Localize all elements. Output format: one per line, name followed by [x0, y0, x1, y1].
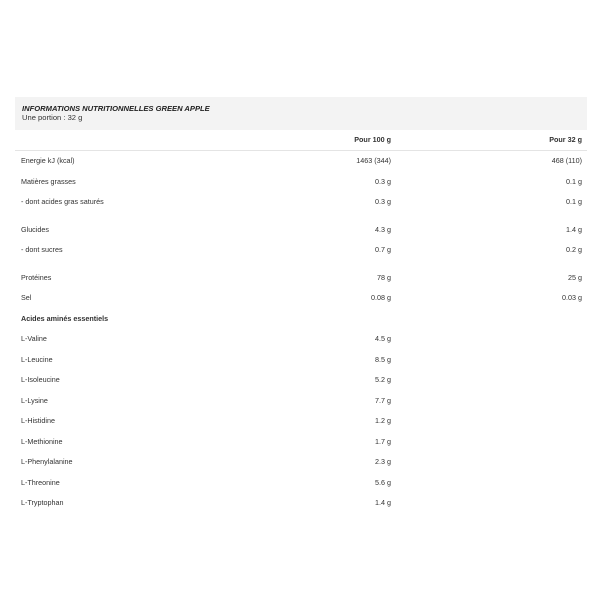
row-amino-acid [15, 391, 587, 412]
nutrient-label: - dont acides gras saturés [21, 197, 104, 206]
amino-label: L-Phenylalanine [21, 457, 73, 466]
value-per32: 0.03 g [562, 293, 582, 302]
amino-label: L-Isoleucine [21, 375, 60, 384]
value-per100: 1.7 g [375, 436, 391, 446]
amino-label: L-Lysine [21, 395, 48, 405]
value-per32: 1.4 g [566, 224, 582, 234]
row-fat [15, 172, 587, 193]
value-per100: 5.2 g [375, 375, 391, 384]
column-header-row [15, 130, 587, 151]
row-protein [15, 268, 587, 289]
column-header-per32: Pour 32 g [549, 135, 582, 144]
row-spacer [15, 213, 587, 220]
nutrient-label: Protéines [21, 272, 52, 282]
row-spacer [15, 261, 587, 268]
value-per100: 1.4 g [375, 498, 391, 507]
table-header [15, 97, 587, 130]
column-header-per100: Pour 100 g [354, 135, 391, 144]
value-per100: 78 g [377, 272, 391, 282]
row-carbs [15, 220, 587, 241]
value-per32: 0.1 g [566, 197, 582, 206]
nutrient-label: Matières grasses [21, 176, 76, 186]
row-amino-acid [15, 452, 587, 473]
nutrient-label: - dont sucres [21, 245, 63, 254]
value-per100: 0.3 g [375, 176, 391, 186]
nutrient-label: Glucides [21, 224, 49, 234]
value-per100: 8.5 g [375, 354, 391, 364]
amino-label: L-Valine [21, 334, 47, 343]
value-per100: 0.7 g [375, 245, 391, 254]
row-amino-acid [15, 432, 587, 453]
row-amino-acid [15, 329, 587, 350]
value-per100: 1.2 g [375, 416, 391, 425]
table-title: INFORMATIONS NUTRITIONNELLES GREEN APPLE [22, 104, 210, 113]
amino-label: L-Threonine [21, 477, 60, 487]
row-salt [15, 288, 587, 309]
value-per100: 0.3 g [375, 197, 391, 206]
value-per100: 4.5 g [375, 334, 391, 343]
nutrition-table [15, 97, 587, 514]
row-amino-acid [15, 493, 587, 514]
section-label: Acides aminés essentiels [21, 313, 109, 323]
value-per100: 2.3 g [375, 457, 391, 466]
nutrient-label: Energie kJ (kcal) [21, 156, 75, 165]
value-per100: 5.6 g [375, 477, 391, 487]
value-per100: 4.3 g [375, 224, 391, 234]
row-amino-acid [15, 411, 587, 432]
nutrient-label: Sel [21, 293, 32, 302]
row-amino-acid [15, 350, 587, 371]
amino-label: L-Tryptophan [21, 498, 64, 507]
value-per100: 0.08 g [371, 293, 391, 302]
amino-acids-heading [15, 309, 587, 330]
value-per32: 25 g [568, 272, 582, 282]
amino-label: L-Methionine [21, 436, 63, 446]
row-amino-acid [15, 370, 587, 391]
value-per32: 0.2 g [566, 245, 582, 254]
row-saturated-fat [15, 192, 587, 213]
row-energy [15, 151, 587, 172]
row-amino-acid [15, 473, 587, 494]
portion-size: Une portion : 32 g [22, 113, 83, 122]
amino-label: L-Histidine [21, 416, 55, 425]
row-sugars [15, 240, 587, 261]
value-per32: 0.1 g [566, 176, 582, 186]
amino-label: L-Leucine [21, 354, 53, 364]
value-per100: 7.7 g [375, 395, 391, 405]
value-per32: 468 (110) [551, 156, 582, 165]
value-per100: 1463 (344) [356, 156, 391, 165]
